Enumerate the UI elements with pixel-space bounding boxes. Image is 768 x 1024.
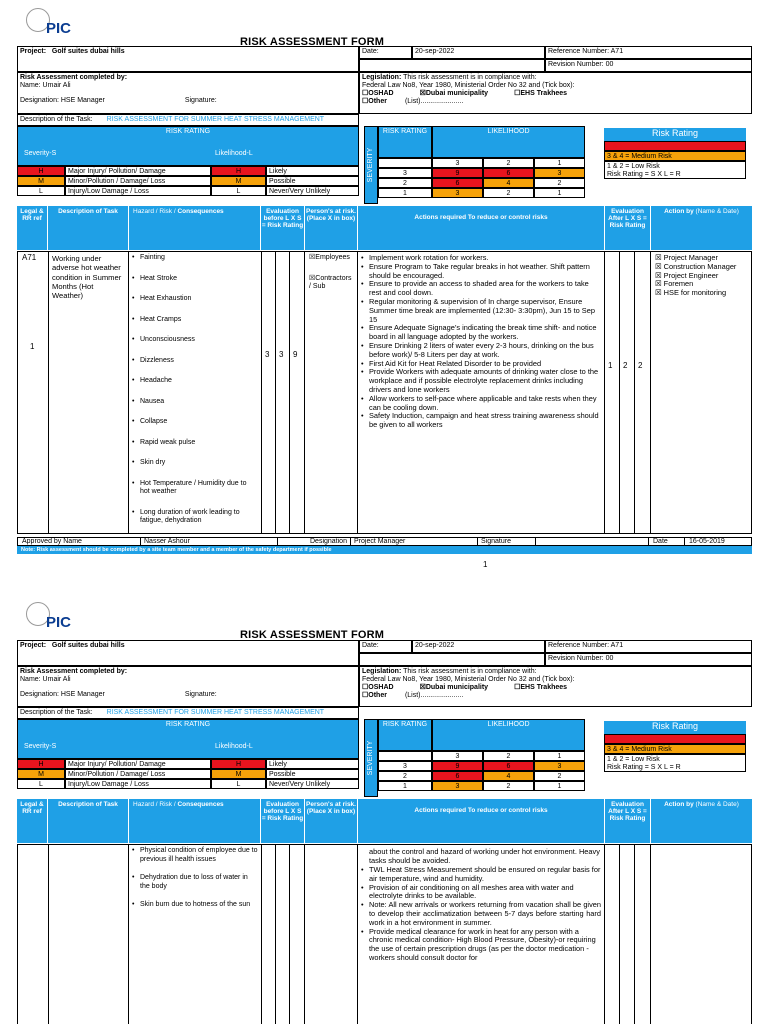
project-cell: Project: Golf suites dubai hills [17, 46, 359, 72]
lik-desc-m: Possible [266, 176, 359, 186]
sev-desc-h: Major Injury/ Pollution/ Damage [65, 166, 211, 176]
blank-cell [359, 59, 545, 72]
sev-desc-l: Injury/Low Damage / Loss [65, 186, 211, 196]
col-desc-header: Description of Task [48, 799, 128, 843]
likelihood-header: Likelihood-L [215, 150, 253, 157]
action-item: • Ensure to provide an access to shaded area for the workers to take rest and cool down. [361, 280, 601, 298]
form-title: RISK ASSESSMENT FORM [240, 36, 385, 48]
sev-code-l: L [17, 779, 65, 789]
risk-rating-header: RISK RATING [17, 126, 359, 166]
action-item: • Regular monitoring & supervision of In charge supervisor, Ensure Summer time break are implemented (12:30- 3:30pm), Jun 15 to Sep 15 [361, 298, 601, 324]
matrix-row-3: 3 [378, 761, 432, 771]
footer-date-label: Date [653, 538, 668, 545]
eval-before-s: 3 [279, 350, 284, 359]
matrix-cell: 3 [432, 781, 483, 791]
col-actions-header: Actions required To reduce or control risks [358, 206, 604, 250]
sev-desc-m: Minor/Pollution / Damage/ Loss [65, 176, 211, 186]
form-title: RISK ASSESSMENT FORM [240, 629, 385, 641]
hazard-item: • Physical condition of employee due to previous ill health issues [132, 847, 258, 864]
col-desc-header: Description of Task [48, 206, 128, 250]
legislation-cell: Legislation: This risk assessment is in compliance with: Federal Law No8, Year 1980, Ministerial Order No 32 and (Tick box): ☐OSHAD ☒Dubai municipality ☐EHS Trakhees ☐Other (List)...................... [359, 72, 752, 114]
revision-cell: Revision Number: 00 [545, 59, 752, 72]
completed-by-cell: Risk Assessment completed by: Name: Umair Ali Designation: HSE Manager Signature: [17, 666, 359, 707]
eval-before-l: 3 [265, 350, 270, 359]
lik-desc-l: Never/Very Unlikely [266, 779, 359, 789]
likelihood-header: Likelihood-L [215, 743, 253, 750]
date-label-cell: Date: [359, 640, 412, 653]
rr-legend-high: 6 & 9 = High Risk [604, 734, 746, 744]
action-item: • Implement work rotation for workers. [361, 254, 601, 263]
hazard-item: • Headache [132, 377, 258, 386]
lik-code-l: L [211, 779, 266, 789]
revision-cell: Revision Number: 00 [545, 653, 752, 666]
matrix-cell: 3 [432, 188, 483, 198]
rr-legend-high: 6 & 9 = High Risk [604, 141, 746, 151]
col-eval-before-header: Evaluation before L X S = Risk Rating [261, 206, 304, 250]
col-action-by-header: Action by (Name & Date) [651, 206, 752, 250]
risk-rating-header: RISK RATING [17, 719, 359, 759]
footer-date: 16-05-2019 [689, 538, 725, 545]
rr-legend-low: 1 & 2 = Low Risk Risk Rating = S X L = R [604, 754, 746, 772]
row-1-hazards [132, 254, 258, 526]
action-item: • Safety Induction, campaign and heat stress training awareness should be given to all workers [361, 412, 601, 430]
sev-desc-l: Injury/Low Damage / Loss [65, 779, 211, 789]
legislation-cell: Legislation: This risk assessment is in compliance with: Federal Law No8, Year 1980, Ministerial Order No 32 and (Tick box): ☐OSHAD ☒Dubai municipality ☐EHS Trakhees ☐Other (List)...................... [359, 666, 752, 707]
rr-legend-low: 1 & 2 = Low Risk Risk Rating = S X L = R [604, 161, 746, 179]
lik-code-m: M [211, 769, 266, 779]
date-cell: 20-sep-2022 [412, 640, 545, 653]
hazard-item: • Heat Stroke [132, 275, 258, 284]
action-item: • Ensure Adequate Signage’s indicating the break time shift- and notice board in all language adopted by the workers. [361, 324, 601, 342]
matrix-row-1: 1 [378, 781, 432, 791]
signature-label: Signature [481, 538, 511, 545]
eval-after-l: 1 [608, 361, 613, 370]
date-label-cell: Date: [359, 46, 412, 59]
hazard-item: • Skin dry [132, 459, 258, 468]
lik-code-h: H [211, 166, 266, 176]
hazard-item: • Heat Exhaustion [132, 295, 258, 304]
sev-code-m: M [17, 176, 65, 186]
action-item: • Ensure Program to Take regular breaks in hot weather. Shift pattern should be encouraged. [361, 263, 601, 281]
pic-logo: PIC [22, 602, 82, 632]
lik-desc-l: Never/Very Unlikely [266, 186, 359, 196]
hazard-item: • Dehydration due to loss of water in the body [132, 874, 258, 891]
persons-contractors: ☒Contractors / Sub [309, 275, 352, 290]
project-cell: Project: Golf suites dubai hills [17, 640, 359, 666]
col-action-by-header: Action by (Name & Date) [651, 799, 752, 843]
matrix-col-1: 1 [534, 751, 585, 761]
lik-desc-h: Likely [266, 166, 359, 176]
matrix-cell: 9 [432, 761, 483, 771]
completed-by-cell: Risk Assessment completed by: Name: Umair Ali Designation: HSE Manager Signature: [17, 72, 359, 114]
severity-header: Severity-S [24, 743, 57, 750]
action-item: • Provide Workers with adequate amounts of drinking water close to the workplace and if possible electrolyte replacement drinks including drivers and lone workers [361, 368, 601, 394]
severity-header: Severity-S [24, 150, 57, 157]
matrix-cell: 2 [483, 188, 534, 198]
col-eval-after-header: Evaluation After L X S = Risk Rating [605, 206, 650, 250]
sev-code-m: M [17, 769, 65, 779]
hazard-item: • Collapse [132, 418, 258, 427]
col-legal-header: Legal & RR ref [17, 206, 47, 250]
hazard-item: • Heat Cramps [132, 316, 258, 325]
hazard-item: • Nausea [132, 398, 258, 407]
matrix-row-2: 2 [378, 178, 432, 188]
designation-label: Designation [310, 538, 347, 545]
persons-employees: ☒Employees [309, 254, 350, 261]
rr-legend-medium: 3 & 4 = Medium Risk [604, 151, 746, 161]
hazard-item: • Skin burn due to hotness of the sun [132, 901, 258, 910]
sev-code-h: H [17, 759, 65, 769]
sev-code-l: L [17, 186, 65, 196]
col-hazard-header: Hazard / Risk / Consequences [129, 206, 260, 250]
rr-legend-title: Risk Rating [604, 128, 746, 141]
hazard-item: • Long duration of work leading to fatigue, dehydration [132, 509, 258, 526]
matrix-cell: 4 [483, 771, 534, 781]
action-item: • First Aid Kit for Heat Related Disorder to be provided [361, 360, 601, 369]
row-2-hazards [132, 847, 258, 910]
matrix-row-1: 1 [378, 188, 432, 198]
page-2 [0, 598, 768, 1024]
approved-name: Nasser Ashour [144, 538, 190, 545]
matrix-cell: 1 [534, 188, 585, 198]
matrix-cell: 6 [432, 771, 483, 781]
action-item: • Ensure Drinking 2 liters of water every 2-3 hours, drinking on the bus before work)/ 5-8 Liters per day at work. [361, 342, 601, 360]
row-2-actions [361, 866, 601, 963]
lik-desc-m: Possible [266, 769, 359, 779]
matrix-cell: 2 [534, 771, 585, 781]
lik-desc-h: Likely [266, 759, 359, 769]
page-number: 1 [483, 560, 488, 569]
lik-code-h: H [211, 759, 266, 769]
row-1-action-by: ☒ Project Manager ☒ Construction Manager ☒ Project Engineer ☒ Foremen ☒ HSE for monitoring [655, 253, 737, 298]
row-1-description: Working under adverse hot weather condition in Summer Months (Hot Weather) [52, 254, 122, 301]
matrix-col-1: 1 [534, 158, 585, 168]
action-item: • Provision of air conditioning on all meshes area with water and electrolyte drinks to be available. [361, 884, 601, 902]
hazard-item: • Unconsciousness [132, 336, 258, 345]
action-item: • Provide medical clearance for work in heat for any person with a chronic medical condition- High Blood Pressure, Obesity)-or requiring the use of certain prescription drugs (as per the doctor medication - workers should consult doctor for [361, 928, 601, 963]
col-eval-after-header: Evaluation After L X S = Risk Rating [605, 799, 650, 843]
eval-after-r: 2 [638, 361, 643, 370]
rr-legend-title: Risk Rating [604, 721, 746, 734]
hazard-item: • Dizzleness [132, 357, 258, 366]
matrix-cell: 1 [534, 781, 585, 791]
eval-before-r: 9 [293, 350, 298, 359]
rr-legend-medium: 3 & 4 = Medium Risk [604, 744, 746, 754]
date-cell: 20-sep-2022 [412, 46, 545, 59]
col-persons-header: Person's at risk. (Place X in box) [305, 799, 357, 843]
eval-after-s: 2 [623, 361, 628, 370]
task-description-cell: Description of the Task: RISK ASSESSMENT FOR SUMMER HEAT STRESS MANAGEMENT [17, 707, 359, 719]
matrix-cell: 2 [483, 781, 534, 791]
sev-desc-h: Major Injury/ Pollution/ Damage [65, 759, 211, 769]
col-persons-header: Person's at risk. (Place X in box) [305, 206, 357, 250]
blank-cell [359, 653, 545, 666]
matrix-corner [378, 158, 432, 168]
reference-cell: Reference Number: A71 [545, 640, 752, 653]
matrix-col-2: 2 [483, 751, 534, 761]
matrix-likelihood-label: LIKELIHOOD [432, 719, 585, 751]
col-hazard-header: Hazard / Risk / Consequences [129, 799, 260, 843]
reference-cell: Reference Number: A71 [545, 46, 752, 59]
row-1-number: 1 [30, 342, 35, 351]
matrix-cell: 9 [432, 168, 483, 178]
matrix-corner [378, 751, 432, 761]
matrix-row-2: 2 [378, 771, 432, 781]
matrix-cell: 2 [534, 178, 585, 188]
hazard-item: • Hot Temperature / Humidity due to hot weather [132, 480, 258, 497]
pic-logo: PIC [22, 8, 82, 38]
matrix-col-2: 2 [483, 158, 534, 168]
matrix-severity-label: SEVERITY [364, 719, 378, 797]
col-legal-header: Legal & RR ref [17, 799, 47, 843]
action-item: • Allow workers to self-pace where applicable and take rests when they can be cooling down. [361, 395, 601, 413]
matrix-likelihood-label: LIKELIHOOD [432, 126, 585, 158]
matrix-col-3: 3 [432, 751, 483, 761]
task-description-cell: Description of the Task: RISK ASSESSMENT FOR SUMMER HEAT STRESS MANAGEMENT [17, 114, 359, 126]
lik-code-m: M [211, 176, 266, 186]
action-item: • Note: All new arrivals or workers returning from vacation shall be given to develop their acclimatization between 5-7 days before starting hard work in a hot environment in summer. [361, 901, 601, 927]
sev-desc-m: Minor/Pollution / Damage/ Loss [65, 769, 211, 779]
hazard-item: • Rapid weak pulse [132, 439, 258, 448]
matrix-cell: 6 [483, 761, 534, 771]
matrix-severity-label: SEVERITY [364, 126, 378, 204]
designation-value: Project Manager [354, 538, 406, 545]
action-item: • TWL Heat Stress Measurement should be ensured on regular basis for air temperature, wind and humidity. [361, 866, 601, 884]
matrix-cell: 6 [432, 178, 483, 188]
row-1-ref: A71 [22, 253, 37, 262]
matrix-risk-label: RISK RATING [378, 719, 432, 751]
matrix-risk-label: RISK RATING [378, 126, 432, 158]
approved-by-label: Approved by Name [22, 538, 82, 545]
matrix-row-3: 3 [378, 168, 432, 178]
matrix-cell: 6 [483, 168, 534, 178]
matrix-cell: 3 [534, 168, 585, 178]
row-1-actions [361, 254, 601, 430]
col-actions-header: Actions required To reduce or control risks [358, 799, 604, 843]
lik-code-l: L [211, 186, 266, 196]
matrix-cell: 3 [534, 761, 585, 771]
col-eval-before-header: Evaluation before L X S = Risk Rating [261, 799, 304, 843]
footer-note: Note: Risk assessment should be completed by a site team member and a member of the safety department if possible [17, 546, 752, 554]
hazard-item: • Fainting [132, 254, 258, 263]
matrix-col-3: 3 [432, 158, 483, 168]
sev-code-h: H [17, 166, 65, 176]
row-2-actions-continued: about the control and hazard of working under hot environment. Heavy tasks should be avoided. [369, 847, 600, 865]
matrix-cell: 4 [483, 178, 534, 188]
